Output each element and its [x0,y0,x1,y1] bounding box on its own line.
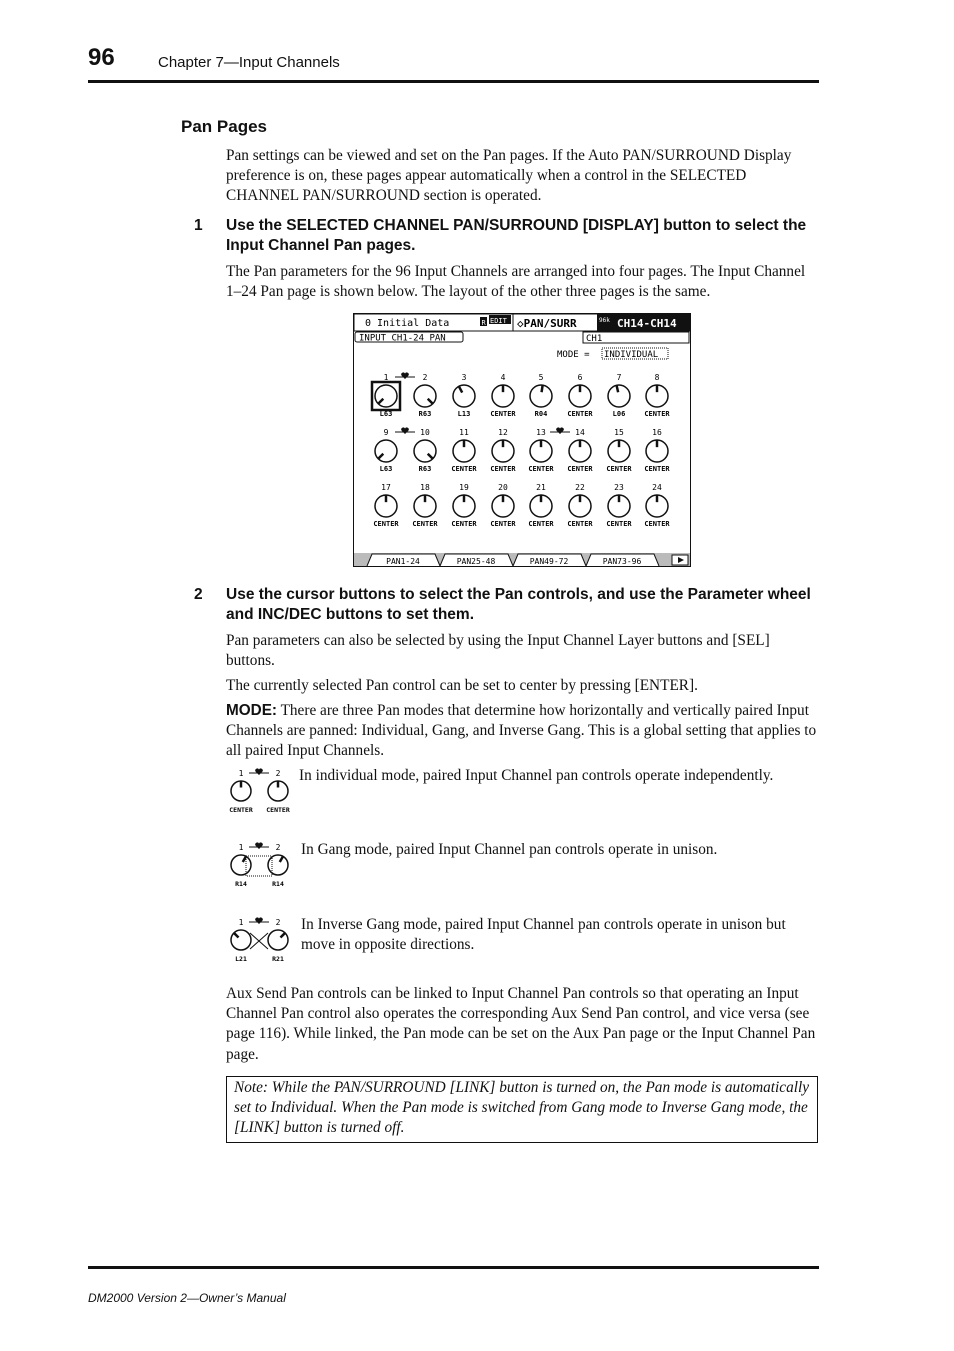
channel-number: 2 [275,769,281,778]
selected-channel: CH1 [586,334,603,344]
footer-rule [88,1266,819,1269]
channel-range: CH14-CH14 [617,317,677,330]
pan-value: CENTER [229,806,253,814]
tab-label: PAN49-72 [529,557,569,566]
mode-label: MODE = [557,350,590,360]
tab-pan1-24[interactable] [367,554,440,566]
channel-number: 8 [654,373,660,382]
pan-value: CENTER [451,465,477,473]
lcd-pan-screen [353,313,691,567]
pan-value: CENTER [567,520,593,528]
rate-indicator: 96k [599,317,610,324]
channel-number: 23 [614,483,624,492]
edit-indicator: EDIT [490,317,507,325]
channel-number: 13 [536,428,546,437]
intro-paragraph: Pan settings can be viewed and set on the Pan pages. If the Auto PAN/SURROUND Display preference is on, these pages appear automatically when a control in the SELECTED CHANNEL PAN/SURROUND section is operated. [226,147,792,205]
mode-example-text: In individual mode, paired Input Channel pan controls operate independently. [299,767,774,784]
step-number: 1 [194,217,203,234]
pair-link-icon [255,768,263,775]
mode-text: There are three Pan modes that determine how horizontally and vertically paired Input Channels are panned: Individual, Gang, and Inverse Gang. This is a global setting that applies to all paired Input Channels. [226,702,817,760]
mode-paragraph [226,701,818,762]
channel-number: 15 [614,428,624,437]
header-rule [88,80,819,83]
channel-number: 16 [652,428,662,437]
pan-value: CENTER [266,806,290,814]
pan-value: L63 [379,410,393,418]
pan-value: CENTER [606,520,632,528]
channel-number: 3 [461,373,467,382]
channel-number: 19 [459,483,469,492]
step2-paragraph-1: Pan parameters can also be selected by using the Input Channel Layer buttons and [SEL] buttons. [226,632,770,670]
pan-value: CENTER [412,520,438,528]
tab-pan25-48[interactable] [440,554,513,566]
channel-number: 1 [383,373,389,382]
pan-value: CENTER [644,410,670,418]
page-label: INPUT CH1-24 PAN [359,333,446,344]
chapter-title: Chapter 7—Input Channels [158,54,340,71]
pan-value: L21 [235,955,247,963]
mode-diagram [229,768,295,816]
step-2 [194,585,814,625]
channel-number: 22 [575,483,585,492]
channel-number: 14 [575,428,585,437]
pan-value: CENTER [567,410,593,418]
channel-number: 4 [500,373,506,382]
pan-value: L06 [612,410,626,418]
scene-name: 0 Initial Data [365,318,450,329]
pair-link-icon [255,917,263,924]
pan-value: R14 [235,880,247,888]
pan-value: CENTER [451,520,477,528]
step2-paragraph-2: The currently selected Pan control can be set to center by pressing [ENTER]. [226,677,698,694]
mode-example-text: In Gang mode, paired Input Channel pan controls operate in unison. [301,841,718,858]
function-name: ◇PAN/SURR [517,317,577,330]
pan-value: CENTER [644,465,670,473]
pan-value: R21 [272,955,284,963]
tab-label: PAN73-96 [602,557,642,566]
channel-number: 10 [420,428,430,437]
pan-value: L63 [379,465,393,473]
channel-number: 24 [652,483,662,492]
channel-number: 12 [498,428,508,437]
channel-number: 7 [616,373,622,382]
channel-number: 20 [498,483,508,492]
section-title: Pan Pages [181,117,267,136]
r-indicator: R [481,319,486,327]
mode-example-text: In Inverse Gang mode, paired Input Channel pan controls operate in unison but move in opposite directions. [301,916,786,954]
channel-number: 2 [422,373,428,382]
tab-pan73-96[interactable] [586,554,659,566]
mode-diagram [229,842,295,890]
channel-number: 6 [577,373,583,382]
channel-number: 1 [238,769,244,778]
page-number: 96 [88,44,115,71]
step-number: 2 [194,586,203,603]
pan-value: CENTER [606,465,632,473]
channel-number: 2 [275,918,281,927]
pan-value: CENTER [644,520,670,528]
channel-number: 9 [383,428,389,437]
channel-number: 21 [536,483,546,492]
step-text: Use the SELECTED CHANNEL PAN/SURROUND [DISPLAY] button to select the Input Channel Pan pages. [226,217,807,254]
step-1 [194,216,814,256]
tab-pan49-72[interactable] [513,554,586,566]
channel-number: 1 [238,918,244,927]
pan-value: CENTER [528,465,554,473]
mode-diagram [229,917,295,965]
pan-value: R14 [272,880,284,888]
pan-value: CENTER [490,465,516,473]
pan-value: CENTER [490,520,516,528]
pan-value: CENTER [373,520,399,528]
step-text: Use the cursor buttons to select the Pan controls, and use the Parameter wheel and INC/DEC buttons to set them. [226,586,811,623]
pan-value: R63 [418,410,432,418]
tab-label: PAN1-24 [386,557,420,566]
pan-value: L13 [457,410,471,418]
pan-value: R04 [534,410,548,418]
footer-text: DM2000 Version 2—Owner’s Manual [88,1291,286,1305]
channel-number: 17 [381,483,391,492]
pan-value: R63 [418,465,432,473]
channel-number: 11 [459,428,469,437]
channel-number: 5 [538,373,544,382]
pair-link-icon [255,842,263,849]
channel-number: 2 [275,843,281,852]
channel-number: 18 [420,483,430,492]
channel-number: 1 [238,843,244,852]
mode-term: MODE: [226,702,277,719]
tab-label: PAN25-48 [456,557,496,566]
pan-value: CENTER [528,520,554,528]
mode-value[interactable]: INDIVIDUAL [604,350,659,360]
pan-value: CENTER [567,465,593,473]
note-box: Note: While the PAN/SURROUND [LINK] button is turned on, the Pan mode is automatically set to Individual. When the Pan mode is switched from Gang mode to Inverse Gang mode, the [LINK] button is turned off. [226,1076,818,1143]
aux-paragraph: Aux Send Pan controls can be linked to Input Channel Pan controls so that operating an Input Channel Pan control also operates the corresponding Aux Send Pan control, and vice versa (see page 116). While linked, the Pan mode can be set on the Aux Pan page or the Input Channel Pan page. [226,985,816,1063]
pan-value: CENTER [490,410,516,418]
step1-body: The Pan parameters for the 96 Input Channels are arranged into four pages. The Input Channel 1–24 Pan page is shown below. The layout of the other three pages is the same. [226,263,806,301]
